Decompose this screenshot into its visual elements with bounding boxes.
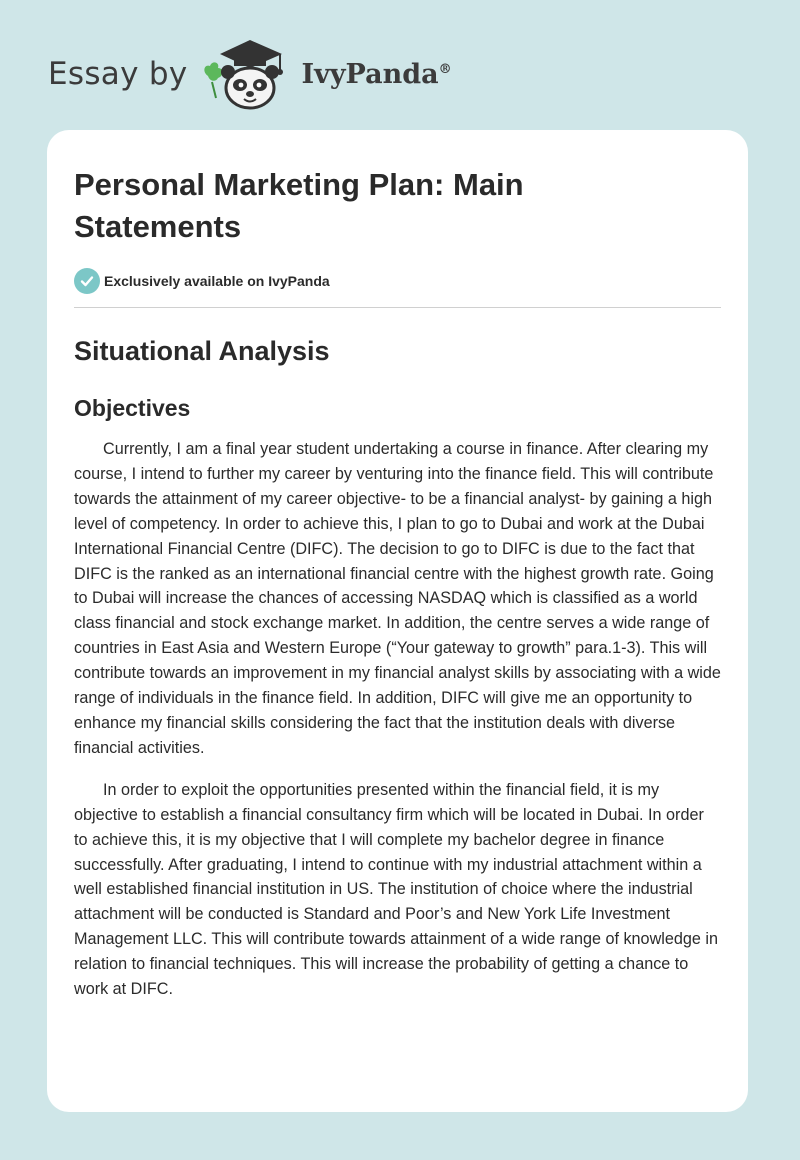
section-heading: Situational Analysis	[74, 336, 330, 366]
check-icon	[74, 268, 100, 294]
exclusive-badge	[74, 268, 721, 294]
brand-name: IvyPanda®	[301, 58, 452, 90]
paragraph: Currently, I am a final year student undertaking a course in finance. After clearing my course, I intend to further my career by venturing into the finance field. This will contribute towards the attainment of my career objective- to be a financial analyst- by gaining a high level of competency. In order to achieve this, I plan to go to Dubai and work at the Dubai International Financial Centre (DIFC). The decision to go to DIFC is due to the fact that DIFC is the ranked as an international financial centre with the highest growth rate. Going to Dubai will increase the chances of accessing NASDAQ which is classified as a world class financial and stock exchange market. In addition, the centre serves a wide range of countries in East Asia and Western Europe (“Your gateway to growth” para.1-3). This will contribute towards an improvement in my financial analyst skills by associating with a wide range of individuals in the finance field. In addition, DIFC will give me an opportunity to enhance my financial skills considering the fact that the institution deals with diverse financial activities.	[74, 440, 721, 757]
article-card	[47, 130, 748, 1112]
page-title: Personal Marketing Plan: Main Statements	[74, 167, 524, 244]
subsection-heading: Objectives	[74, 395, 191, 421]
exclusive-label: Exclusively available on IvyPanda	[104, 273, 330, 289]
paragraph: In order to exploit the opportunities presented within the financial field, it is my objective to establish a financial consultancy firm which will be located in Dubai. In order to achieve this, it is my objective that I will complete my bachelor degree in finance successfully. After graduating, I intend to continue with my industrial attachment within a well established financial institution in US. The institution of choice where the industrial attachment will be conducted is Standard and Poor’s and New York Life Investment Management LLC. This will contribute towards attainment of a wide range of knowledge in relation to financial techniques. This will increase the probability of getting a chance to work at DIFC.	[74, 780, 718, 999]
divider	[74, 307, 721, 308]
ivypanda-logo-icon	[200, 36, 296, 112]
brand-prefix: Essay by	[48, 56, 188, 92]
brand-header[interactable]	[48, 34, 452, 114]
